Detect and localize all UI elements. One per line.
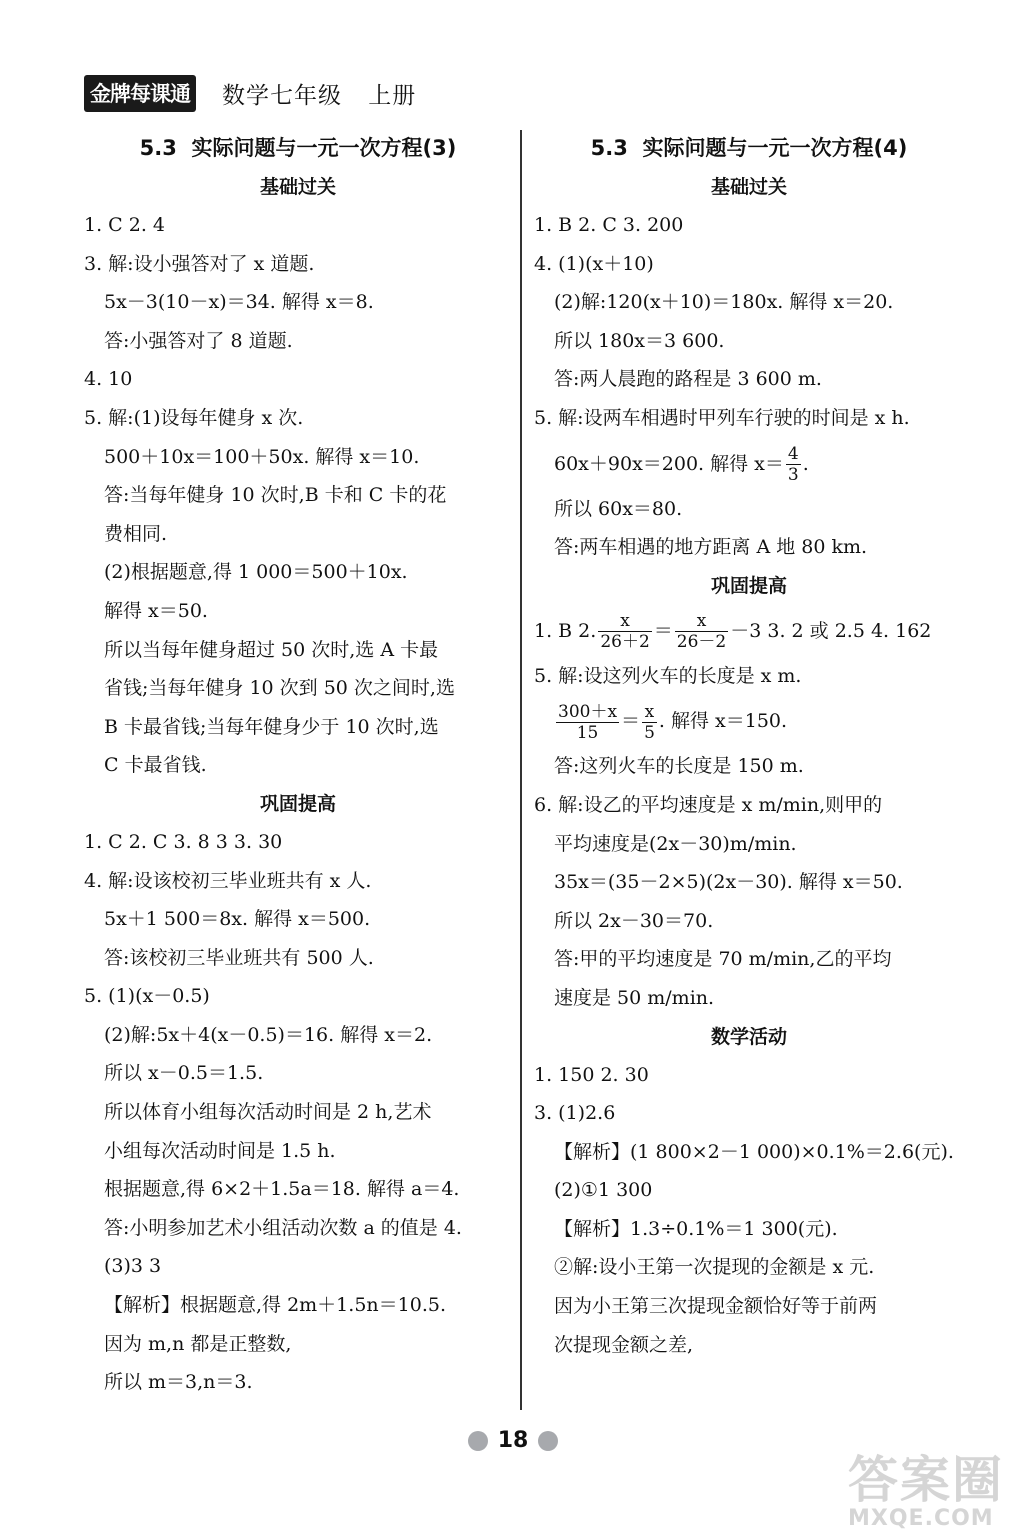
book-title: 数学七年级 上册 [222,82,417,109]
answer-line: 次提现金额之差, [554,1333,694,1356]
watermark-text: 答案圈 [848,1451,1004,1509]
denominator: 26－2 [676,632,727,653]
denominator: 15 [576,722,599,743]
answer-line: 【解析】根据题意,得 2m＋1.5n＝10.5. [104,1294,446,1317]
watermark-logo [848,1440,1018,1532]
answer-line: 500＋10x＝100＋50x. 解得 x＝10. [104,445,420,468]
answer-line: 3. (1)2.6 [534,1102,616,1125]
answer-line: 小组每次活动时间是 1.5 h. [104,1139,336,1162]
equation-text: ＝ [653,619,673,642]
subsection-basic: 基础过关 [259,176,336,198]
numerator: x [598,611,651,632]
numerator: x [675,611,728,632]
answer-line: 所以体育小组每次活动时间是 2 h,艺术 [104,1101,432,1124]
leaf-icon [538,1431,558,1451]
answer-line: 4. 解:设该校初三毕业班共有 x 人. [84,869,372,892]
fraction [786,444,801,485]
answer-line: 因为小王第三次提现金额恰好等于前两 [554,1295,878,1318]
watermark-url: MXQE.COM [848,1506,994,1531]
subsection-advanced: 巩固提高 [259,792,336,815]
answer-line: (2)①1 300 [554,1179,653,1202]
answer-line: 平均速度是(2x－30)m/min. [554,832,797,855]
numerator: x [642,702,657,723]
left-column [84,128,512,1402]
answer-line: 答:当每年健身 10 次时,B 卡和 C 卡的花 [104,484,447,507]
answer-line: 省钱;当每年健身 10 次到 50 次之间时,选 [104,677,455,700]
denominator: 3 [787,465,799,486]
answer-line: 5x－3(10－x)＝34. 解得 x＝8. [104,291,374,314]
subsection-advanced: 巩固提高 [710,574,787,597]
answer-line: 5. 解:设两车相遇时甲列车行驶的时间是 x h. [534,406,910,429]
answer-line: 答:小强答对了 8 道题. [104,329,293,352]
answer-line: C 卡最省钱. [104,754,207,777]
answer-line: 答:小明参加艺术小组活动次数 a 的值是 4. [104,1216,462,1239]
page-number: 18 [497,1428,529,1453]
equation-text: . [802,452,809,475]
answer-line: (3)3 3 [104,1255,162,1278]
answer-line-fraction [534,605,964,657]
answer-line-fraction [534,695,964,747]
answer-line: 所以 m＝3,n＝3. [104,1371,253,1394]
answer-line: 5x＋1 500＝8x. 解得 x＝500. [104,908,371,931]
answer-line: 1. B 2. C 3. 200 [534,214,684,236]
subsection-basic: 基础过关 [710,176,787,198]
fraction [598,611,651,652]
answer-line: ②解:设小王第一次提现的金额是 x 元. [554,1256,875,1279]
fraction [556,702,619,743]
answer-line: 4. 10 [84,368,133,391]
section-title: 5.3 实际问题与一元一次方程(3) [139,136,457,160]
answer-line: 35x＝(35－2×5)(2x－30). 解得 x＝50. [554,871,903,894]
numerator: 300＋x [558,701,618,722]
answer-line-fraction [534,438,964,490]
answer-line: (2)解:5x＋4(x－0.5)＝16. 解得 x＝2. [104,1023,433,1046]
subsection-activity: 数学活动 [710,1025,787,1048]
answer-line: 所以 180x＝3 600. [554,329,725,352]
fraction [675,611,728,652]
answer-line: 1. 150 2. 30 [534,1063,649,1086]
answer-line: 【解析】1.3÷0.1%＝1 300(元). [554,1217,838,1240]
answer-line: 5. 解:(1)设每年健身 x 次. [84,406,304,429]
answer-line: 4. (1)(x＋10) [534,252,654,275]
equation-text: 60x＋90x＝200. 解得 x＝ [554,452,784,475]
answer-line: 6. 解:设乙的平均速度是 x m/min,则甲的 [534,793,883,816]
answer-line: 5. (1)(x－0.5) [84,985,210,1008]
answer-line: 因为 m,n 都是正整数, [104,1332,292,1355]
answer-line: (2)根据题意,得 1 000＝500＋10x. [104,561,408,584]
column-divider [520,130,522,1410]
answer-line: 答:该校初三毕业班共有 500 人. [104,946,374,969]
denominator: 5 [644,722,655,743]
answer-line: 3. 解:设小强答对了 x 道题. [84,252,315,275]
equation-text: . 解得 x＝150. [658,710,788,733]
answer-line: 答:这列火车的长度是 150 m. [554,755,804,778]
right-column [534,128,964,1364]
answer-line: 1. C 2. 4 [84,214,166,236]
fraction [642,702,657,743]
answer-line: 答:两车相遇的地方距离 A 地 80 km. [554,536,868,559]
answer-line: 解得 x＝50. [104,599,208,622]
denominator: 26＋2 [600,632,650,653]
equation-text: 1. B 2. [534,619,597,642]
answer-line: 所以当每年健身超过 50 次时,选 A 卡最 [104,638,439,661]
section-title: 5.3 实际问题与一元一次方程(4) [590,136,908,160]
answer-line: 所以 2x－30＝70. [554,909,714,932]
answer-line: 答:甲的平均速度是 70 m/min,乙的平均 [554,948,892,971]
answer-line: 答:两人晨跑的路程是 3 600 m. [554,368,822,391]
answer-line: 费相同. [104,522,168,545]
answer-line: 速度是 50 m/min. [554,986,715,1009]
answer-line: 【解析】(1 800×2－1 000)×0.1%＝2.6(元). [554,1140,954,1163]
answer-line: B 卡最省钱;当每年健身少于 10 次时,选 [104,715,439,738]
answer-line: 根据题意,得 6×2＋1.5a＝18. 解得 a＝4. [104,1178,460,1201]
equation-text: －3 3. 2 或 2.5 4. 162 [730,619,932,642]
answer-line: (2)解:120(x＋10)＝180x. 解得 x＝20. [554,291,894,314]
answer-line: 所以 x－0.5＝1.5. [104,1062,264,1085]
equation-text: ＝ [621,710,641,733]
answer-line: 5. 解:设这列火车的长度是 x m. [534,664,802,687]
answer-line: 1. C 2. C 3. 8 3 3. 30 [84,830,283,853]
header [84,76,416,110]
answer-line: 所以 60x＝80. [554,497,683,520]
brand-logo: 金牌每课通 [84,75,196,112]
numerator: 4 [787,444,799,465]
leaf-icon [468,1431,488,1451]
